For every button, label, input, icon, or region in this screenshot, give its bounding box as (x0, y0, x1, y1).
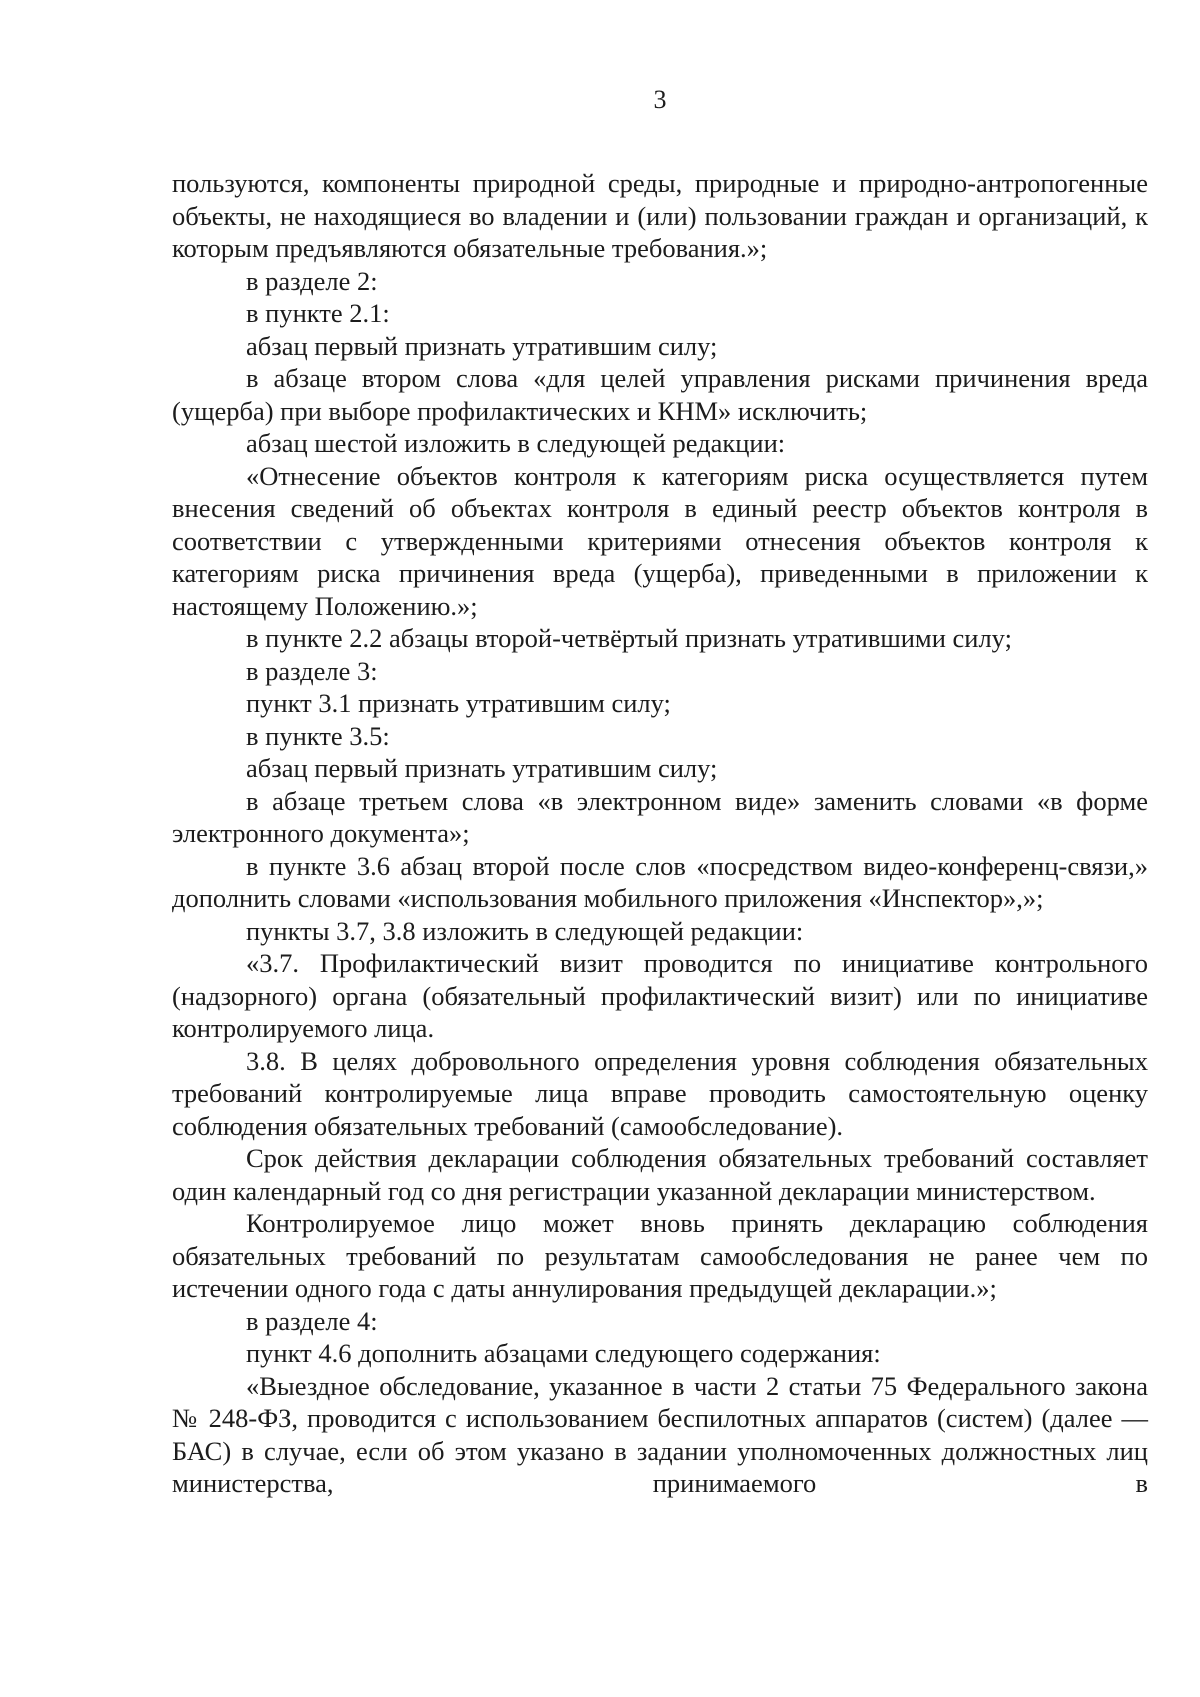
paragraph: в абзаце третьем слова «в электронном виде» заменить словами «в форме электронного документа»; (172, 785, 1148, 848)
document-body (172, 167, 1148, 1500)
paragraph: в пункте 2.2 абзацы второй-четвёртый признать утратившими силу; (246, 623, 1012, 653)
paragraph: Срок действия декларации соблюдения обязательных требований составляет один календарный год со дня регистрации указанной декларации министерством. (172, 1143, 1148, 1206)
paragraph: в абзаце втором слова «для целей управления рисками причинения вреда (ущерба) при выборе профилактических и КНМ» исключить; (172, 363, 1148, 426)
paragraph: абзац первый признать утратившим силу; (246, 753, 718, 783)
paragraph: Контролируемое лицо может вновь принять декларацию соблюдения обязательных требований по результатам самообследования не ранее чем по истечении одного года с даты аннулирования предыдущей декларации.»; (172, 1208, 1148, 1303)
paragraph: пункт 3.1 признать утратившим силу; (246, 688, 671, 718)
paragraph: в разделе 4: (246, 1305, 378, 1336)
paragraph: в разделе 3: (246, 655, 378, 686)
paragraph: в пункте 2.1: (246, 298, 390, 328)
paragraph: «3.7. Профилактический визит проводится по инициативе контрольного (надзорного) органа (обязательный профилактический визит) или по инициативе контролируемого лица. (172, 948, 1148, 1043)
paragraph: абзац шестой изложить в следующей редакции: (246, 428, 786, 458)
paragraph: пункты 3.7, 3.8 изложить в следующей редакции: (246, 915, 804, 946)
paragraph: «Отнесение объектов контроля к категориям риска осуществляется путем внесения сведений об объектах контроля в единый реестр объектов контроля в соответствии с утвержденными критериями отнесения объектов контроля к категориям риска причинения вреда (ущерба), приведенными в приложении к настоящему Положению.»; (172, 460, 1148, 621)
paragraph: в разделе 2: (246, 265, 378, 296)
paragraph: в пункте 3.6 абзац второй после слов «посредством видео-конференц-связи,» дополнить словами «использования мобильного приложения «Инспектор»,»; (172, 850, 1148, 913)
paragraph: 3.8. В целях добровольного определения уровня соблюдения обязательных требований контролируемые лица вправе проводить самостоятельную оценку соблюдения обязательных требований (самообследование). (172, 1045, 1148, 1141)
paragraph: в пункте 3.5: (246, 720, 390, 751)
page-number: 3 (653, 85, 667, 114)
paragraph: «Выездное обследование, указанное в части 2 статьи 75 Федерального закона № 248-ФЗ, проводится с использованием беспилотных аппаратов (систем) (далее — БАС) в случае, если об этом указано в задании уполномоченных должностных лиц министерства, принимаемого в (172, 1370, 1148, 1498)
paragraph: пользуются, компоненты природной среды, природные и природно-антропогенные объекты, не находящиеся во владении и (или) пользовании граждан и организаций, к которым предъявляются обязательные требования.»; (172, 168, 1148, 263)
paragraph: абзац первый признать утратившим силу; (246, 330, 718, 361)
paragraph: пункт 4.6 дополнить абзацами следующего содержания: (246, 1338, 881, 1368)
